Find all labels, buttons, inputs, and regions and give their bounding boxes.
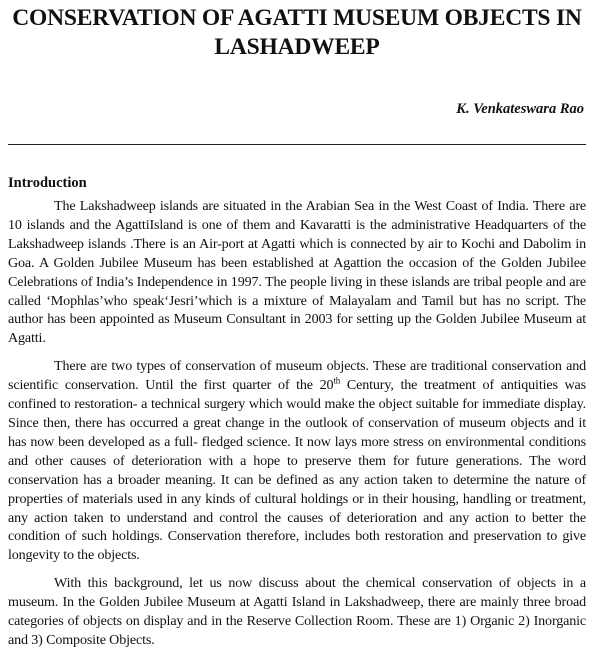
- section-heading-introduction: Introduction: [8, 175, 87, 191]
- title-line-2: LASHADWEEP: [214, 34, 380, 60]
- paragraph-2-part-2: Century, the treatment of antiquities was confined to restoration- a technical surgery which would make the object suitable for immediate display. Since then, there has occurred a great change in the outlook of conservation of museum objects and it has now been developed as a full- fledged science. It now lays more stress on environmental conditions and other causes of deterioration with a hope to preserve them for future generations. The word conservation has a broader meaning. It can be defined as any action taken to determine the nature of properties of materials used in any kinds of cultural holdings or in their housing, handling or treatment, any action taken to understand and control the causes of deterioration and any action to better the condition of such holdings. Conservation therefore, includes both restoration and preservation to give longevity to the objects.: [8, 377, 587, 564]
- paragraph-2-part-1: There are two types of conservation of museum objects. These are traditional conservation and scientific conservation. Until the first quarter of the 20: [8, 358, 586, 394]
- horizontal-rule: [8, 144, 586, 145]
- author-name: K. Venkateswara Rao: [456, 101, 584, 117]
- paper-title: [8, 0, 586, 62]
- paragraph-2: [8, 357, 586, 565]
- paragraph-1: The Lakshadweep islands are situated in the Arabian Sea in the West Coast of India. There are 10 islands and the AgattiIsland is one of them and Kavaratti is the administrative Headquarters of the Lakshadweep islands .There is an Air-port at Agatti which is connected by air to Kochi and Dabolim in Goa. A Golden Jubilee Museum has been established at Agattion the occasion of the Golden Jubilee Celebrations of India’s Independence in 1997. The people living in these islands are tribal people and are called ‘Mophlas’who speak‘Jesri’which is a mixture of Malayalam and Tamil but has no script. The author has been appointed as Museum Consultant in 2003 for setting up the Golden Jubilee Museum at Agatti.: [8, 198, 586, 347]
- paragraph-3: With this background, let us now discuss about the chemical conservation of objects in a museum. In the Golden Jubilee Museum at Agatti Island in Lakshadweep, there are mainly three broad categories of objects on display and in the Reserve Collection Room. These are 1) Organic 2) Inorganic and 3) Composite Objects.: [8, 575, 586, 648]
- superscript-th: th: [333, 375, 341, 386]
- title-line-1: CONSERVATION OF AGATTI MUSEUM OBJECTS IN: [12, 5, 582, 31]
